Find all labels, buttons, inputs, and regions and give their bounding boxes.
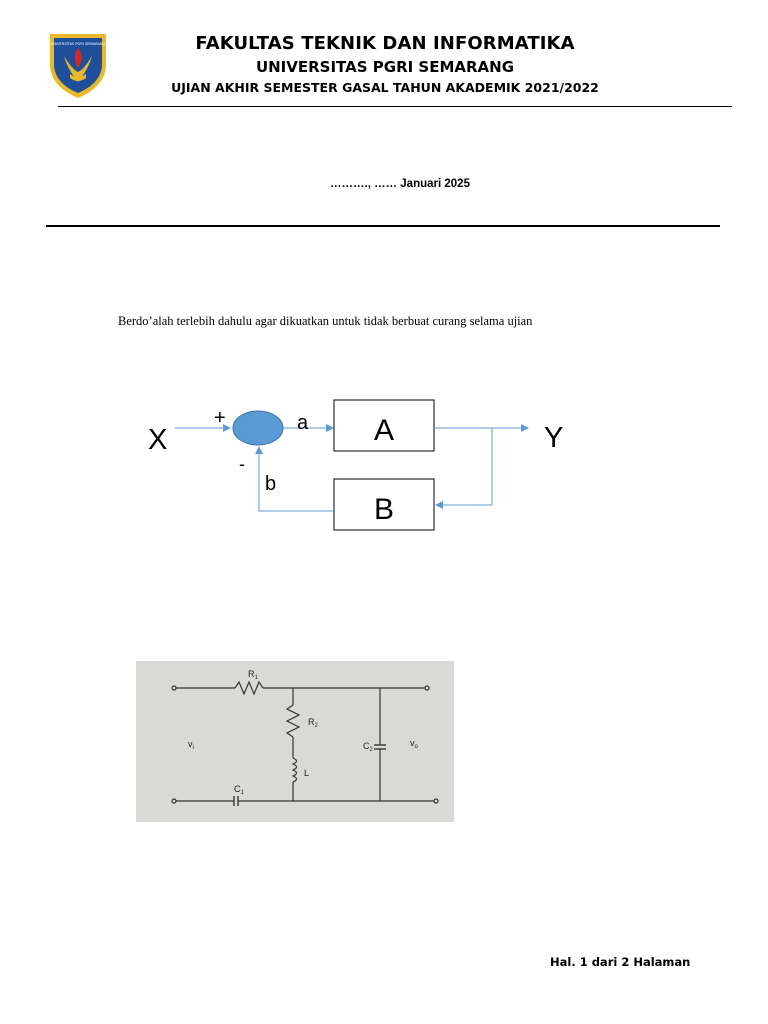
block-b-label: B bbox=[373, 493, 395, 526]
university-logo bbox=[46, 30, 110, 100]
svg-text:UNIVERSITAS PGRI SEMARANG: UNIVERSITAS PGRI SEMARANG bbox=[50, 42, 106, 46]
minus-sign: - bbox=[239, 454, 245, 474]
header-divider bbox=[58, 106, 732, 107]
feedback-block-diagram bbox=[130, 390, 580, 540]
vo-label: $v_o$ bbox=[410, 738, 418, 750]
output-label: Y bbox=[544, 422, 564, 454]
feedback-path bbox=[436, 428, 492, 505]
exam-instruction: Berdo’alah terlebih dahulu agar dikuatkan untuk tidak berbuat curang selama ujian bbox=[118, 314, 533, 328]
vi-label: $v_i$ bbox=[188, 739, 194, 751]
exam-title: UJIAN AKHIR SEMESTER GASAL TAHUN AKADEMIK 2021/2022 bbox=[171, 80, 599, 95]
circuit-photo bbox=[136, 661, 454, 822]
summing-junction bbox=[233, 411, 283, 445]
input-label: X bbox=[148, 424, 168, 456]
r2-label: $R_2$ bbox=[308, 717, 318, 729]
c2-label: $C_2$ bbox=[363, 741, 373, 753]
block-a-label: A bbox=[373, 414, 395, 447]
photo-background bbox=[136, 661, 454, 822]
section-divider bbox=[46, 225, 720, 227]
university-name: UNIVERSITAS PGRI SEMARANG bbox=[255, 58, 515, 76]
faculty-title: FAKULTAS TEKNIK DAN INFORMATIKA bbox=[195, 33, 575, 54]
signal-a-label: a bbox=[297, 412, 309, 434]
plus-sign: + bbox=[214, 407, 226, 429]
date-line: ………., …… Januari 2025 bbox=[330, 178, 470, 190]
signal-b-label: b bbox=[265, 473, 277, 495]
r1-label: $R_1$ bbox=[248, 669, 258, 681]
l-label: L bbox=[304, 768, 310, 778]
c1-label: $C_1$ bbox=[234, 784, 244, 796]
page-footer: Hal. 1 dari 2 Halaman bbox=[550, 955, 691, 969]
